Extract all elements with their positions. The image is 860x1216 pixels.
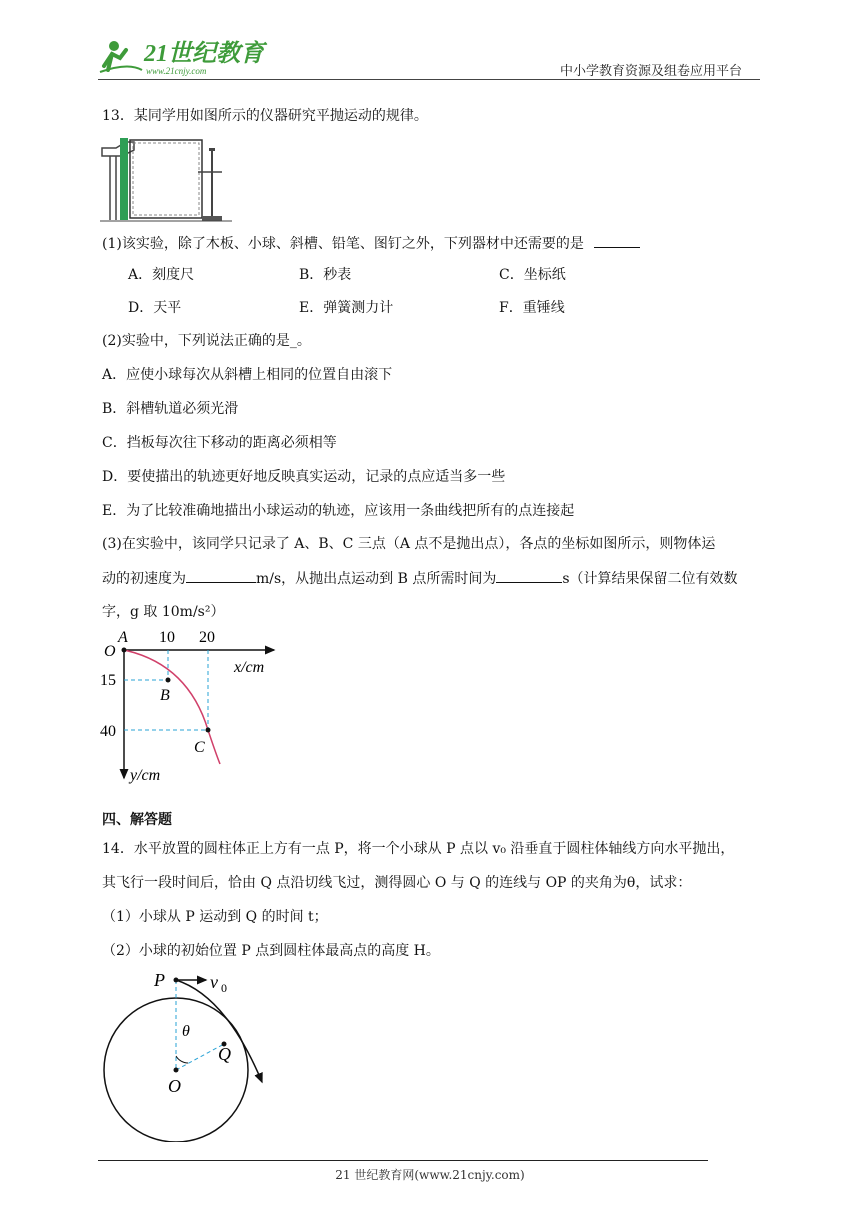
point-c-dot [206, 728, 211, 733]
cylinder-svg [100, 966, 280, 1142]
x-tick-10: 10 [159, 629, 175, 646]
y-axis-label: y/cm [130, 767, 161, 784]
q13-p2-option-d: D．要使描出的轨迹更好地反映真实运动，记录的点应适当多一些 [102, 469, 506, 485]
point-a-label: A [118, 629, 128, 646]
logo-url: www.21cnjy.com [146, 66, 207, 76]
header-platform-text: 中小学教育资源及组卷应用平台 [560, 64, 743, 79]
apparatus-figure [100, 136, 232, 222]
y-tick-40: 40 [100, 723, 116, 740]
point-c-label: C [194, 739, 205, 756]
y-tick-15: 15 [100, 672, 116, 689]
point-p-label: P [154, 970, 165, 990]
q14-question2: （2）小球的初始位置 P 点到圆柱体最高点的高度 H。 [102, 943, 440, 959]
logo-graphic [98, 36, 268, 78]
q14-line1: 14．水平放置的圆柱体正上方有一点 P，将一个小球从 P 点以 v₀ 沿垂直于圆柱体轴线方向水平抛出， [102, 841, 735, 857]
apparatus-drawing [100, 136, 232, 222]
theta-label: θ [182, 1023, 190, 1040]
trajectory-svg [98, 624, 288, 790]
q13-part2-text: (2)实验中，下列说法正确的是_。 [102, 333, 311, 349]
q13-p2-option-b: B．斜槽轨道必须光滑 [102, 401, 239, 417]
trajectory-graph [98, 624, 288, 790]
cylinder-figure [100, 966, 280, 1142]
q13-part1-blank[interactable] [594, 233, 640, 248]
time-to-b-blank[interactable] [496, 568, 562, 583]
q13-part3-line2a: 动的初速度为 [102, 571, 186, 587]
x-tick-20: 20 [199, 629, 215, 646]
q13-p2-option-c: C．挡板每次往下移动的距离必须相等 [102, 435, 337, 451]
q13-stem: 13．某同学用如图所示的仪器研究平抛运动的规律。 [102, 108, 428, 124]
q13-part3-line3: 字，g 取 10m/s²） [102, 604, 225, 620]
point-b-dot [166, 678, 171, 683]
trajectory-curve [124, 650, 220, 764]
point-o-label: O [168, 1076, 181, 1096]
q13-p1-option-a: A．刻度尺 [128, 267, 195, 283]
q13-p1-option-d: D．天平 [128, 300, 182, 316]
header-divider [98, 79, 760, 80]
q13-p1-option-c: C．坐标纸 [499, 267, 566, 283]
q13-part3-line2 [102, 568, 738, 589]
q14-question1: （1）小球从 P 运动到 Q 的时间 t； [102, 909, 328, 925]
q13-p1-option-b: B．秒表 [299, 267, 352, 283]
section-title: 四、解答题 [102, 812, 172, 828]
point-b-label: B [160, 687, 170, 704]
q14-line2: 其飞行一段时间后，恰由 Q 点沿切线飞过，测得圆心 O 与 Q 的连线与 OP 的夹角为θ，试求： [102, 875, 692, 891]
logo-text: 21世纪教育 [144, 41, 264, 67]
q13-part3-line2b: m/s，从抛出点运动到 B 点所需时间为 [256, 571, 497, 587]
x-axis-label: x/cm [234, 659, 265, 676]
initial-velocity-blank[interactable] [186, 568, 256, 583]
q13-p1-option-e: E．弹簧测力计 [299, 300, 394, 316]
q13-part3-line2c: s（计算结果保留二位有效数 [562, 571, 738, 587]
q13-p1-option-f: F．重锤线 [499, 300, 565, 316]
q13-part3-line1: (3)在实验中，该同学只记录了 A、B、C 三点（A 点不是抛出点），各点的坐标如图所示，则物体运 [102, 536, 716, 552]
point-q-label: Q [218, 1044, 231, 1064]
footer-text: 21 世纪教育网(www.21cnjy.com) [335, 1168, 525, 1182]
origin-label: O [104, 643, 116, 660]
footer-divider [98, 1160, 708, 1161]
point-a-dot [122, 648, 127, 653]
q13-p2-option-e: E．为了比较准确地描出小球运动的轨迹，应该用一条曲线把所有的点连接起 [102, 503, 575, 519]
q13-p2-option-a: A．应使小球每次从斜槽上相同的位置自由滚下 [102, 367, 393, 383]
site-logo [98, 36, 268, 78]
q13-part1-text: (1)该实验，除了木板、小球、斜槽、铅笔、图钉之外，下列器材中还需要的是 [102, 236, 584, 252]
q13-part1 [102, 233, 640, 254]
v0-label: v [210, 972, 218, 992]
v0-subscript: 0 [221, 981, 227, 995]
